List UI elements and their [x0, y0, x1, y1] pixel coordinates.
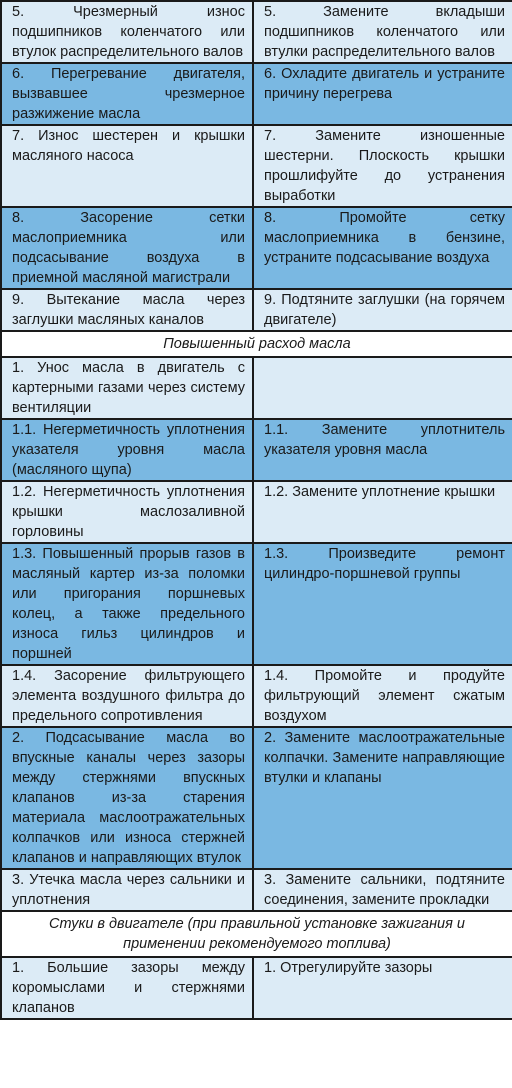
table-body: [1, 1, 512, 1019]
remedy-cell: 6. Охладите двигатель и устраните причину перегрева: [253, 63, 512, 125]
table-row: [1, 63, 512, 125]
cause-cell: 9. Вытекание масла через заглушки масляных каналов: [1, 289, 253, 331]
remedy-cell: 1.4. Промойте и продуйте фильтрующий элемент сжатым воздухом: [253, 665, 512, 727]
remedy-cell: 1.1. Замените уплотнитель указателя уровня масла: [253, 419, 512, 481]
table-row: [1, 869, 512, 911]
remedy-cell: 3. Замените сальники, подтяните соединения, замените прокладки: [253, 869, 512, 911]
cause-cell: 6. Перегревание двигателя, вызвавшее чрезмерное разжижение масла: [1, 63, 253, 125]
cause-cell: 7. Износ шестерен и крышки масляного насоса: [1, 125, 253, 207]
table-row: [1, 543, 512, 665]
section-header: Повышенный расход масла: [1, 331, 512, 357]
cause-cell: 1.2. Негерметичность уплотнения крышки маслозаливной горловины: [1, 481, 253, 543]
table-row: [1, 481, 512, 543]
table-row: [1, 357, 512, 419]
table-row: [1, 289, 512, 331]
cause-cell: 1. Унос масла в двигатель с картерными газами через систему вентиляции: [1, 357, 253, 419]
cause-cell: 2. Подсасывание масла во впускные каналы через зазоры между стержнями впускных клапанов из-за старения материала маслоотражательных колпачков или износа стержней клапанов и направляющих втулок: [1, 727, 253, 869]
table-row: [1, 957, 512, 1019]
section-header: Стуки в двигателе (при правильной установке зажигания и применении рекомендуемого топлива): [1, 911, 512, 957]
remedy-cell: 8. Промойте сетку маслоприемника в бензине, устраните подсасывание воздуха: [253, 207, 512, 289]
table-row: [1, 419, 512, 481]
table-row: [1, 125, 512, 207]
cause-cell: 1.3. Повышенный прорыв газов в масляный картер из-за поломки или пригорания поршневых колец, а также предельного износа гильз цилиндров и поршней: [1, 543, 253, 665]
table-row: [1, 1, 512, 63]
section-header-row: [1, 331, 512, 357]
remedy-cell: 5. Замените вкладыши подшипников коленчатого или втулки распределительного валов: [253, 1, 512, 63]
cause-cell: 8. Засорение сетки маслоприемника или подсасывание воздуха в приемной масляной магистрали: [1, 207, 253, 289]
remedy-cell: 9. Подтяните заглушки (на горячем двигателе): [253, 289, 512, 331]
remedy-cell: 1.3. Произведите ремонт цилиндро-поршневой группы: [253, 543, 512, 665]
remedy-cell: 1.2. Замените уплотнение крышки: [253, 481, 512, 543]
table-row: [1, 665, 512, 727]
cause-cell: 1. Большие зазоры между коромыслами и стержнями клапанов: [1, 957, 253, 1019]
cause-cell: 5. Чрезмерный износ подшипников коленчатого или втулок распределительного валов: [1, 1, 253, 63]
remedy-cell: [253, 357, 512, 419]
remedy-cell: 1. Отрегулируйте зазоры: [253, 957, 512, 1019]
section-header-row: [1, 911, 512, 957]
cause-cell: 3. Утечка масла через сальники и уплотнения: [1, 869, 253, 911]
remedy-cell: 2. Замените маслоотражательные колпачки. Замените направляющие втулки и клапаны: [253, 727, 512, 869]
table-row: [1, 207, 512, 289]
cause-cell: 1.4. Засорение фильтрующего элемента воздушного фильтра до предельного сопротивления: [1, 665, 253, 727]
cause-cell: 1.1. Негерметичность уплотнения указателя уровня масла (масляного щупа): [1, 419, 253, 481]
table-row: [1, 727, 512, 869]
remedy-cell: 7. Замените изношенные шестерни. Плоскость крышки прошлифуйте до устранения выработки: [253, 125, 512, 207]
